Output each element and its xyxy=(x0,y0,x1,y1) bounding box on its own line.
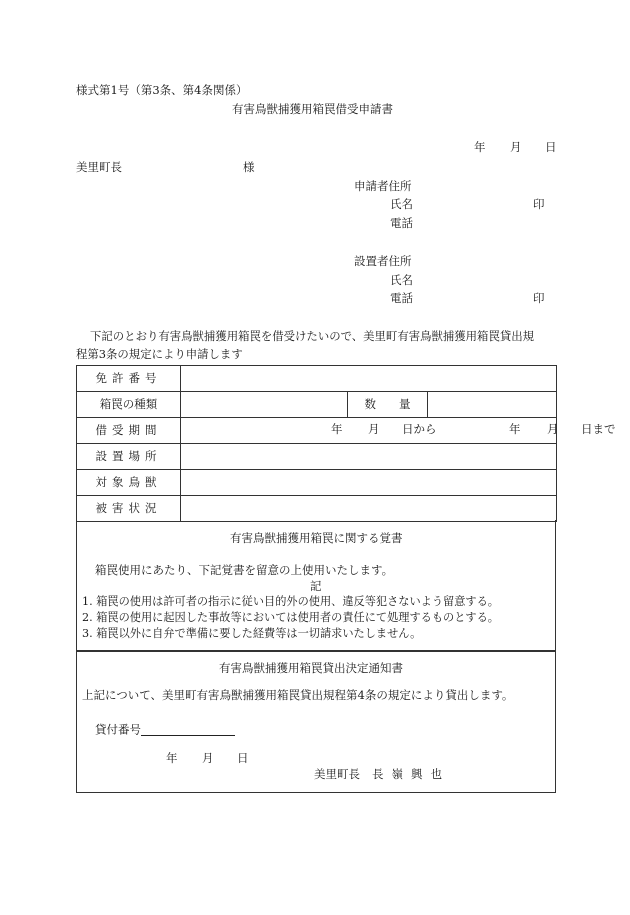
period-from-year: 年 xyxy=(331,422,343,436)
notice-signature xyxy=(314,769,450,781)
period-to-month: 月 xyxy=(547,422,559,436)
damage-label: 被害状況 xyxy=(95,500,162,515)
memo-item-1: 1. 箱罠の使用は許可者の指示に従い目的外の使用、違反等犯さないよう留意する。 xyxy=(82,595,499,608)
license-number-label: 免許番号 xyxy=(95,370,162,385)
period-from-month: 月 xyxy=(368,422,380,436)
notice-date-year: 年 xyxy=(166,751,178,765)
applicant-seal: 印 xyxy=(533,197,545,211)
applicant-address-label: 申請者住所 xyxy=(354,179,412,193)
quantity-field[interactable] xyxy=(428,392,557,418)
table-row-period xyxy=(77,418,557,444)
target-label: 対象鳥獣 xyxy=(95,474,162,489)
location-field[interactable] xyxy=(181,444,557,470)
period-field[interactable] xyxy=(181,418,616,444)
loan-number-field[interactable] xyxy=(141,724,235,736)
memo-lead: 箱罠使用にあたり、下記覚書を留意の上使用いたします。 xyxy=(95,563,394,577)
trap-type-field[interactable] xyxy=(181,392,348,418)
notice-body: 上記について、美里町有害鳥獣捕獲用箱罠貸出規程第4条の規定により貸出します。 xyxy=(82,688,514,702)
applicant-phone-label: 電話 xyxy=(390,216,413,230)
notice-date-month: 月 xyxy=(202,751,214,765)
memo-item-2: 2. 箱罠の使用に起因した事故等においては使用者の責任にて処理するものとする。 xyxy=(82,611,499,624)
table-row-target xyxy=(77,470,557,496)
notice-date-day: 日 xyxy=(237,751,249,765)
document-title: 有害鳥獣捕獲用箱罠借受申請書 xyxy=(232,102,393,116)
notice-title: 有害鳥獣捕獲用箱罠貸出決定通知書 xyxy=(219,661,403,675)
loan-number-label: 貸付番号 xyxy=(95,722,141,737)
period-to-day: 日まで xyxy=(581,422,616,436)
intro-line-1: 下記のとおり有害鳥獣捕獲用箱罠を借受けたいので、美里町有害鳥獣捕獲用箱罠貸出規 xyxy=(90,329,535,343)
memo-ki: 記 xyxy=(310,579,322,593)
installer-name-label: 氏名 xyxy=(390,273,413,287)
table-row-damage xyxy=(77,496,557,522)
damage-field[interactable] xyxy=(181,496,557,522)
license-number-field[interactable] xyxy=(181,366,557,392)
application-table xyxy=(76,365,616,522)
installer-seal: 印 xyxy=(533,291,545,305)
signature-name: 長嶺興也 xyxy=(372,767,450,781)
form-number: 様式第1号（第3条、第4条関係） xyxy=(76,83,248,97)
memo-item-3: 3. 箱罠以外に自弁で準備に要した経費等は一切請求いたしません。 xyxy=(82,627,422,640)
memo-title: 有害鳥獣捕獲用箱罠に関する覚書 xyxy=(230,531,403,545)
period-to-year: 年 xyxy=(509,422,521,436)
date-month: 月 xyxy=(510,140,522,154)
table-row-license xyxy=(77,366,557,392)
memo-section xyxy=(76,520,556,651)
date-year: 年 xyxy=(474,140,486,154)
installer-address-label: 設置者住所 xyxy=(354,254,412,268)
notice-section xyxy=(76,651,556,793)
period-label: 借受期間 xyxy=(95,422,162,437)
signature-title: 美里町長 xyxy=(314,767,360,781)
addressee-honorific: 様 xyxy=(243,160,255,174)
period-from-day: 日から xyxy=(402,422,437,436)
installer-phone-label: 電話 xyxy=(390,291,413,305)
intro-line-2: 程第3条の規定により申請します xyxy=(76,347,243,361)
table-row-location xyxy=(77,444,557,470)
loan-number-row xyxy=(95,724,235,736)
date-day: 日 xyxy=(545,140,557,154)
addressee-name: 美里町長 xyxy=(76,160,122,174)
location-label: 設置場所 xyxy=(95,448,162,463)
applicant-name-label: 氏名 xyxy=(390,197,413,211)
table-row-trap-type xyxy=(77,392,557,418)
target-field[interactable] xyxy=(181,470,557,496)
trap-type-label: 箱罠の種類 xyxy=(77,392,181,418)
quantity-label: 数 量 xyxy=(348,392,428,418)
